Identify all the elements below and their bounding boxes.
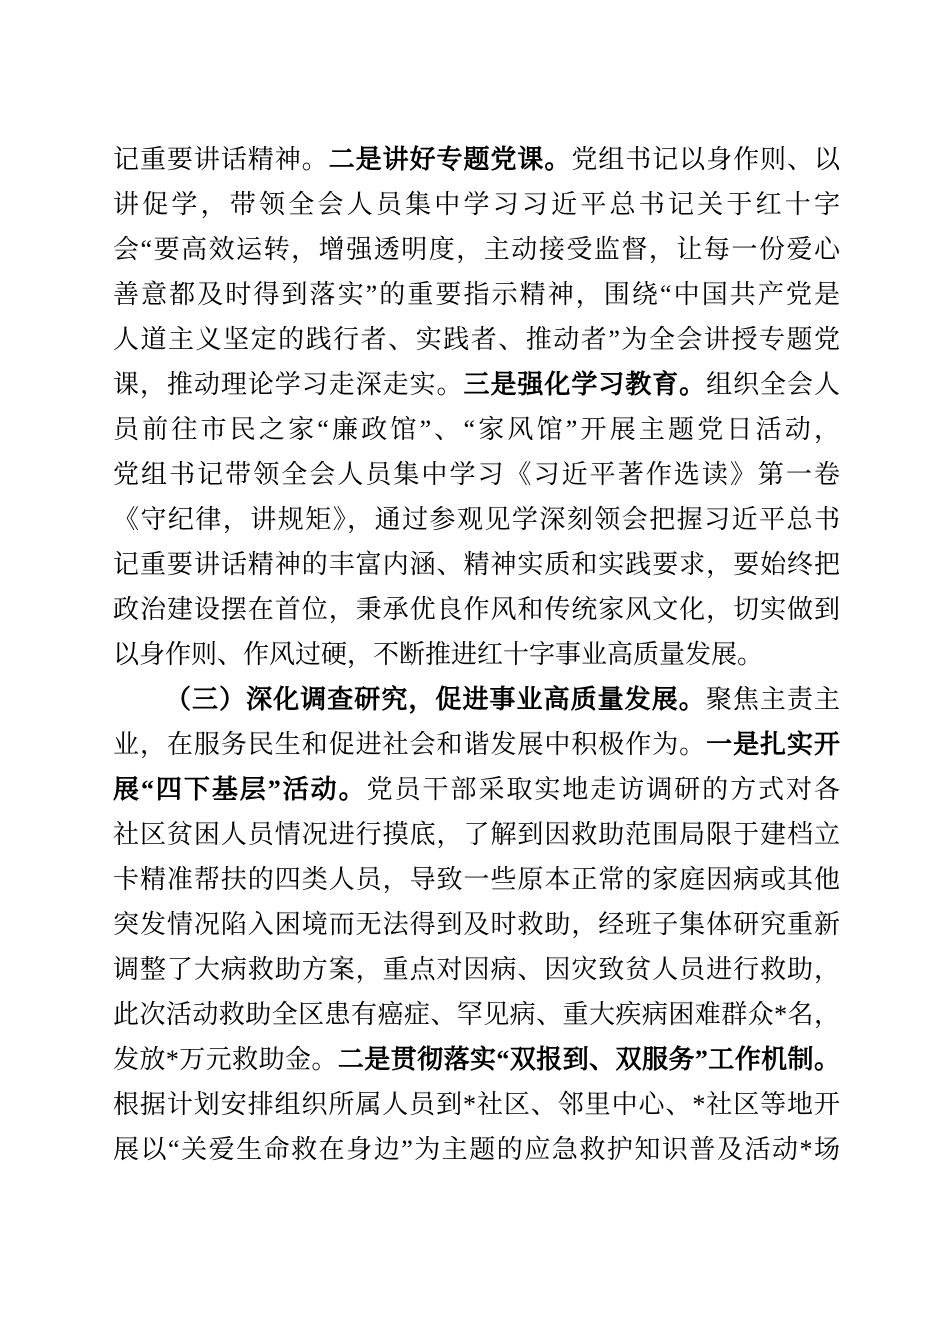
text-line: [113, 902, 840, 947]
bold-text-segment: 三是强化学习教育。: [463, 370, 707, 399]
text-line: [113, 857, 840, 902]
text-segment: 以身作则、作风过硬，不断推进红十字事业高质量发展。: [113, 640, 764, 669]
bold-text-segment: （三）深化调查研究，促进事业高质量发展。: [165, 685, 706, 714]
text-segment: 人道主义坚定的践行者、实践者、推动者”为全会讲授专题党: [113, 325, 840, 354]
text-line: [113, 677, 840, 722]
bold-text-segment: 展“四下基层”活动。: [113, 775, 367, 804]
text-line: [113, 137, 840, 182]
text-line: [113, 182, 840, 227]
text-segment: 《守纪律，讲规矩》，通过参观见学深刻领会把握习近平总书: [113, 505, 840, 534]
text-line: [113, 632, 840, 677]
text-segment: 党组书记带领全会人员集中学习《习近平著作选读》第一卷: [113, 460, 840, 489]
document-body: [113, 137, 840, 1172]
text-segment: 记重要讲话精神。: [113, 145, 329, 174]
bold-text-segment: 二是贯彻落实“双报到、双服务”工作机制。: [337, 1045, 840, 1074]
text-line: [113, 1037, 840, 1082]
text-segment: 业，在服务民生和促进社会和谐发展中积极作为。: [113, 730, 707, 759]
text-line: [113, 992, 840, 1037]
text-segment: 突发情况陷入困境而无法得到及时救助，经班子集体研究重新: [113, 910, 840, 939]
text-segment: 会“要高效运转，增强透明度，主动接受监督，让每一份爱心: [113, 235, 840, 264]
text-segment: 组织全会人: [706, 370, 840, 399]
text-segment: 党员干部采取实地走访调研的方式对各: [366, 775, 840, 804]
text-segment: 社区贫困人员情况进行摸底，了解到因救助范围局限于建档立: [113, 820, 840, 849]
text-line: [113, 812, 840, 857]
text-segment: 聚焦主责主: [705, 685, 840, 714]
text-segment: 记重要讲话精神的丰富内涵、精神实质和实践要求，要始终把: [113, 550, 840, 579]
text-segment: 政治建设摆在首位，秉承优良作风和传统家风文化，切实做到: [113, 595, 840, 624]
text-segment: 展以“关爱生命救在身边”为主题的应急救护知识普及活动*场: [113, 1135, 840, 1164]
text-segment: 党组书记以身作则、以: [571, 145, 840, 174]
text-line: [113, 767, 840, 812]
bold-text-segment: 一是扎实开: [706, 730, 840, 759]
text-segment: 员前往市民之家“廉政馆”、“家风馆”开展主题党日活动，: [113, 415, 840, 444]
text-segment: 善意都及时得到落实”的重要指示精神，围绕“中国共产党是: [113, 280, 840, 309]
text-line: [113, 227, 840, 272]
text-segment: 发放*万元救助金。: [113, 1045, 338, 1074]
text-segment: 卡精准帮扶的四类人员，导致一些原本正常的家庭因病或其他: [113, 865, 840, 894]
text-segment: 此次活动救助全区患有癌症、罕见病、重大疾病困难群众*名，: [113, 1000, 840, 1029]
text-line: [113, 317, 840, 362]
text-segment: 课，推动理论学习走深走实。: [113, 370, 464, 399]
text-line: [113, 1082, 840, 1127]
text-segment: 根据计划安排组织所属人员到*社区、邻里中心、*社区等地开: [113, 1090, 840, 1119]
text-line: [113, 497, 840, 542]
text-line: [113, 362, 840, 407]
text-line: [113, 722, 840, 767]
text-segment: 调整了大病救助方案，重点对因病、因灾致贫人员进行救助，: [113, 955, 840, 984]
text-segment: 讲促学，带领全会人员集中学习习近平总书记关于红十字: [113, 190, 840, 219]
text-line: [113, 272, 840, 317]
text-line: [113, 587, 840, 632]
bold-text-segment: 二是讲好专题党课。: [328, 145, 572, 174]
text-line: [113, 407, 840, 452]
text-line: [113, 1127, 840, 1172]
text-line: [113, 947, 840, 992]
text-line: [113, 542, 840, 587]
text-line: [113, 452, 840, 497]
